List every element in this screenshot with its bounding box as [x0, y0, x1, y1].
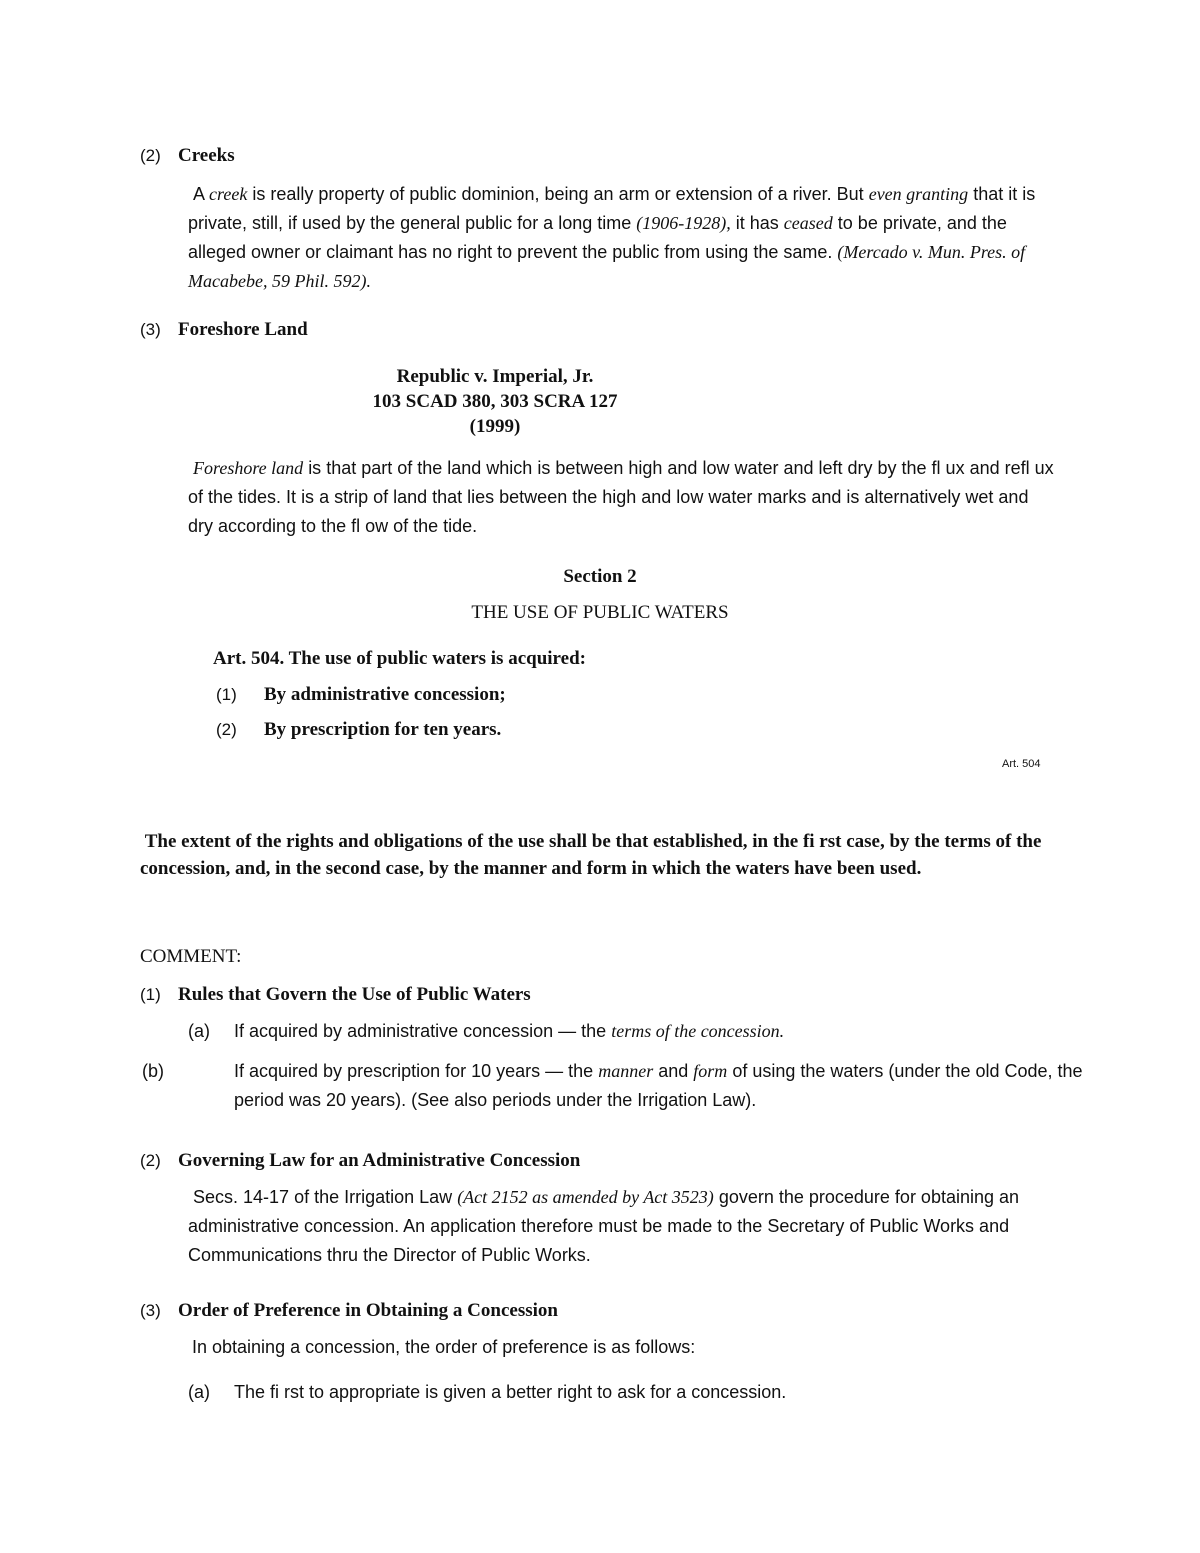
section-title: THE USE OF PUBLIC WATERS	[471, 602, 729, 623]
governing-number: (2)	[140, 1151, 161, 1170]
creeks-text-3: that it is private, still, if used by the general public for a long time	[188, 184, 1036, 233]
section-label: Section 2	[563, 566, 637, 587]
governing-title: Governing Law for an Administrative Concession	[178, 1150, 581, 1171]
running-head: Art. 504	[1002, 758, 1041, 770]
case-title: Republic v. Imperial, Jr.	[396, 366, 594, 387]
creeks-text-5: to be private, and the alleged owner or claimant has no right to prevent the public from using the same.	[188, 213, 1007, 262]
ceased-term: ceased	[783, 213, 833, 233]
article-item-2-number: (2)	[216, 720, 237, 739]
rules-number: (1)	[140, 985, 161, 1004]
governing-paragraph	[188, 1183, 1058, 1270]
creeks-heading	[140, 141, 235, 170]
foreshore-term: Foreshore land	[193, 458, 304, 478]
governing-text-2: govern the procedure for obtaining an administrative concession. An application therefore must be made to the Secretary of Public Works and Communications thru the Director of Public Works.	[188, 1187, 1020, 1265]
rules-heading	[140, 980, 531, 1009]
article-extent-text: The extent of the rights and obligations of the use shall be that established, in the fi rst case, by the terms of the concession, and, in the second case, by the manner and form in which the waters have been used.	[140, 831, 1042, 879]
creeks-paragraph	[188, 180, 1058, 296]
governing-text-1: Secs. 14-17 of the Irrigation Law	[193, 1187, 453, 1207]
foreshore-number: (3)	[140, 320, 161, 339]
order-item-a	[188, 1378, 1058, 1407]
creeks-text-2: is really property of public dominion, being an arm or extension of a river. But	[252, 184, 864, 204]
order-item-a-text: The fi rst to appropriate is given a better right to ask for a concession.	[234, 1382, 787, 1402]
foreshore-paragraph	[188, 454, 1058, 541]
creeks-years: (1906-1928),	[636, 213, 731, 233]
rules-item-a-label: (a)	[188, 1021, 210, 1041]
article-item-1	[216, 680, 506, 709]
governing-heading	[140, 1146, 580, 1175]
rules-item-b-text-2: of using the waters (under the old Code, the period was 20 years). (See also periods under the Irrigation Law).	[234, 1061, 1083, 1110]
rules-item-a	[188, 1017, 1058, 1046]
creek-term: creek	[209, 184, 248, 204]
article-heading: Art. 504. The use of public waters is acquired:	[213, 648, 586, 669]
creeks-number: (2)	[140, 146, 161, 165]
governing-act: (Act 2152 as amended by Act 3523)	[457, 1187, 714, 1207]
case-year: (1999)	[469, 416, 521, 437]
manner-term: manner	[598, 1061, 654, 1081]
creeks-title: Creeks	[178, 145, 235, 166]
creeks-citation: (Mercado v. Mun. Pres. of Macabebe, 59 Phil. 592).	[188, 242, 1026, 291]
order-intro: In obtaining a concession, the order of preference is as follows:	[192, 1337, 696, 1357]
article-item-2	[216, 715, 501, 744]
rules-item-b-text-1: If acquired by prescription for 10 years — the	[234, 1061, 594, 1081]
order-title: Order of Preference in Obtaining a Concession	[178, 1300, 558, 1321]
foreshore-text: is that part of the land which is between high and low water and left dry by the fl ux and refl ux of the tides. It is a strip of land that lies between the high and low water marks and is alternatively wet and dry according to the fl ow of the tide.	[188, 458, 1054, 536]
even-granting-term: even granting	[868, 184, 969, 204]
case-citation: 103 SCAD 380, 303 SCRA 127	[372, 391, 618, 412]
order-heading	[140, 1296, 558, 1325]
article-item-2-text: By prescription for ten years.	[264, 719, 502, 740]
order-number: (3)	[140, 1301, 161, 1320]
case-caption	[300, 364, 690, 439]
rules-title: Rules that Govern the Use of Public Waters	[178, 984, 531, 1005]
rules-item-a-text: If acquired by administrative concession — the	[234, 1021, 607, 1041]
rules-item-a-italic: terms of the concession.	[611, 1021, 785, 1041]
rules-item-b-label: (b)	[142, 1061, 164, 1081]
order-item-a-label: (a)	[188, 1382, 210, 1402]
article-item-1-number: (1)	[216, 685, 237, 704]
comment-label: COMMENT:	[140, 946, 242, 967]
article-extent	[140, 828, 1060, 882]
creeks-text-4: it has	[735, 213, 779, 233]
rules-item-b-and: and	[658, 1061, 689, 1081]
foreshore-title: Foreshore Land	[178, 319, 308, 340]
rules-item-b	[142, 1057, 1104, 1115]
creeks-text-1: A	[193, 184, 205, 204]
article-item-1-text: By administrative concession;	[264, 684, 506, 705]
foreshore-heading	[140, 315, 308, 344]
form-term: form	[693, 1061, 728, 1081]
